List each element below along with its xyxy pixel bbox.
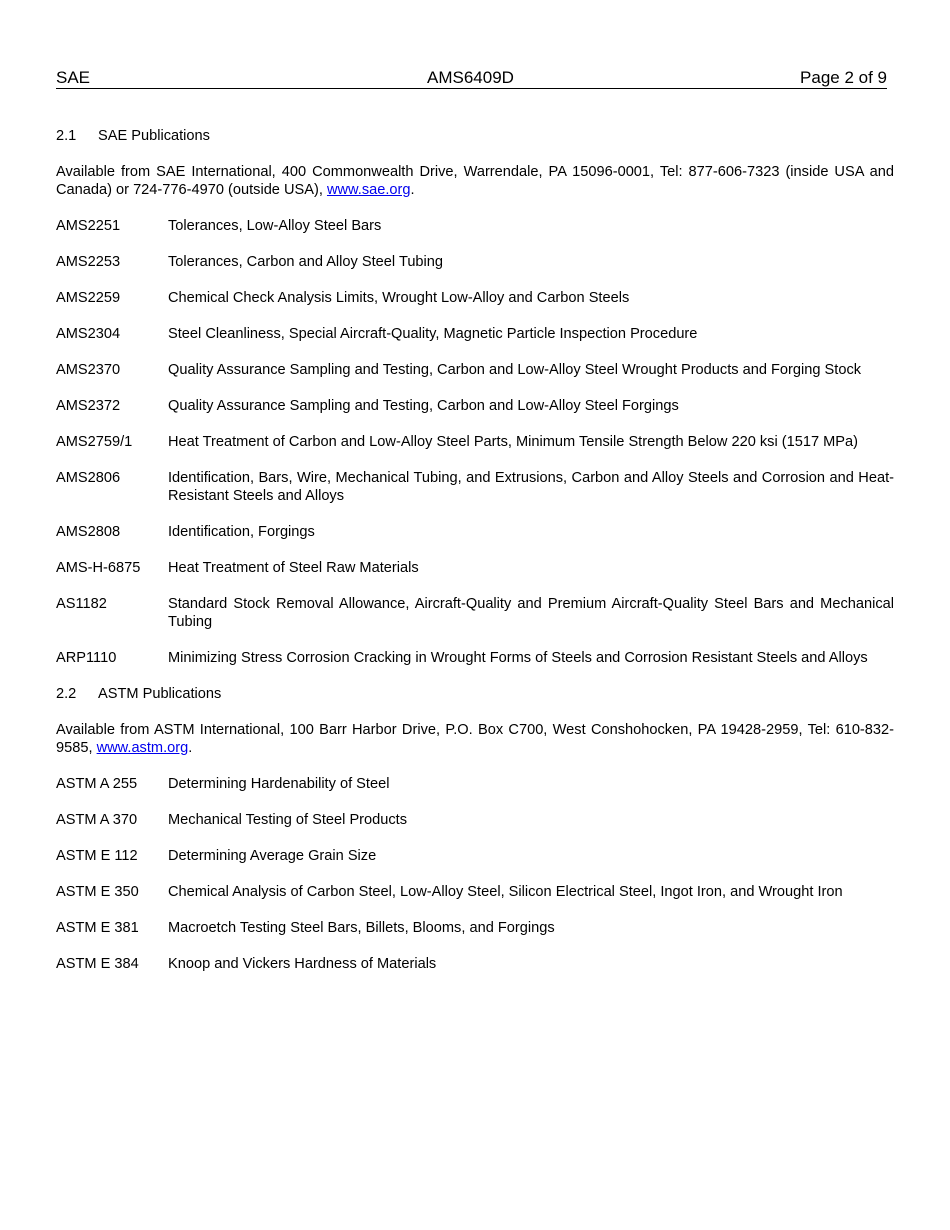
reference-code: AMS2304 xyxy=(56,326,121,342)
reference-code: ASTM E 384 xyxy=(56,956,139,972)
reference-title: Chemical Analysis of Carbon Steel, Low-Alloy Steel, Silicon Electrical Steel, Ingot Iron, and Wrought Iron xyxy=(168,884,843,900)
reference-item xyxy=(56,847,894,865)
reference-code: AMS2259 xyxy=(56,290,121,306)
reference-code: AMS2808 xyxy=(56,524,121,540)
reference-item xyxy=(56,361,894,379)
reference-title: Steel Cleanliness, Special Aircraft-Quality, Magnetic Particle Inspection Procedure xyxy=(168,326,698,342)
reference-item xyxy=(56,325,894,343)
reference-title: Standard Stock Removal Allowance, Aircraft-Quality and Premium Aircraft-Quality Steel Bars and Mechanical Tubing xyxy=(168,596,894,630)
header-document-number: AMS6409D xyxy=(427,68,514,87)
reference-item xyxy=(56,919,894,937)
reference-title: Chemical Check Analysis Limits, Wrought Low-Alloy and Carbon Steels xyxy=(168,290,630,306)
reference-item xyxy=(56,217,894,235)
astm-availability-paragraph xyxy=(56,721,894,757)
reference-item xyxy=(56,811,894,829)
reference-code: AMS-H-6875 xyxy=(56,560,141,576)
reference-item xyxy=(56,649,894,667)
reference-item xyxy=(56,559,894,577)
reference-code: AMS2806 xyxy=(56,470,121,486)
astm-website-link[interactable]: www.astm.org xyxy=(96,740,189,756)
reference-title: Identification, Forgings xyxy=(168,524,315,540)
reference-code: AMS2251 xyxy=(56,218,121,234)
reference-title: Quality Assurance Sampling and Testing, Carbon and Low-Alloy Steel Forgings xyxy=(168,398,679,414)
reference-title: Determining Hardenability of Steel xyxy=(168,776,390,792)
availability-text: Available from SAE International, 400 Commonwealth Drive, Warrendale, PA 15096-0001, Tel: 877-606-7323 (inside USA and Canada) or 724-776-4970 (outside USA), xyxy=(56,164,894,198)
reference-code: AMS2372 xyxy=(56,398,121,414)
reference-item xyxy=(56,433,894,451)
reference-title: Tolerances, Carbon and Alloy Steel Tubing xyxy=(168,254,444,270)
reference-code: ASTM E 350 xyxy=(56,884,139,900)
reference-code: AS1182 xyxy=(56,596,107,612)
sae-availability-paragraph xyxy=(56,163,894,199)
section-title: SAE Publications xyxy=(98,128,210,144)
header-page-number: Page 2 of 9 xyxy=(800,68,887,87)
availability-text: Available from ASTM International, 100 Barr Harbor Drive, P.O. Box C700, West Conshohocken, PA 19428-2959, Tel: 610-832-9585, xyxy=(56,722,894,756)
header-organization: SAE xyxy=(56,68,91,87)
reference-title: Tolerances, Low-Alloy Steel Bars xyxy=(168,218,382,234)
reference-item xyxy=(56,397,894,415)
reference-title: Identification, Bars, Wire, Mechanical Tubing, and Extrusions, Carbon and Alloy Steels and Corrosion and Heat-Resistant Steels and Alloys xyxy=(168,470,894,504)
reference-code: ARP1110 xyxy=(56,650,117,666)
reference-title: Heat Treatment of Steel Raw Materials xyxy=(168,560,419,576)
reference-item xyxy=(56,253,894,271)
availability-text-end: . xyxy=(410,182,415,198)
section-number: 2.1 xyxy=(56,128,77,144)
reference-title: Minimizing Stress Corrosion Cracking in Wrought Forms of Steels and Corrosion Resistant Steels and Alloys xyxy=(168,650,868,666)
reference-item xyxy=(56,883,894,901)
reference-code: ASTM A 255 xyxy=(56,776,138,792)
reference-code: AMS2759/1 xyxy=(56,434,133,450)
reference-item xyxy=(56,595,894,631)
reference-item xyxy=(56,289,894,307)
reference-title: Heat Treatment of Carbon and Low-Alloy Steel Parts, Minimum Tensile Strength Below 220 ksi (1517 MPa) xyxy=(168,434,859,450)
reference-title: Quality Assurance Sampling and Testing, Carbon and Low-Alloy Steel Wrought Products and Forging Stock xyxy=(168,362,862,378)
reference-title: Knoop and Vickers Hardness of Materials xyxy=(168,956,437,972)
section-heading-astm xyxy=(56,685,894,703)
reference-item xyxy=(56,523,894,541)
section-heading-sae xyxy=(56,127,894,145)
reference-title: Macroetch Testing Steel Bars, Billets, Blooms, and Forgings xyxy=(168,920,555,936)
reference-code: ASTM A 370 xyxy=(56,812,138,828)
sae-website-link[interactable]: www.sae.org xyxy=(326,182,411,198)
reference-code: ASTM E 381 xyxy=(56,920,139,936)
document-body xyxy=(56,127,894,991)
reference-item xyxy=(56,469,894,505)
availability-text-end: . xyxy=(188,740,193,756)
reference-title: Determining Average Grain Size xyxy=(168,848,377,864)
reference-code: AMS2253 xyxy=(56,254,121,270)
reference-code: AMS2370 xyxy=(56,362,121,378)
reference-title: Mechanical Testing of Steel Products xyxy=(168,812,408,828)
section-number: 2.2 xyxy=(56,686,77,702)
page-header xyxy=(56,67,887,89)
reference-item xyxy=(56,955,894,973)
reference-code: ASTM E 112 xyxy=(56,848,138,864)
reference-item xyxy=(56,775,894,793)
section-title: ASTM Publications xyxy=(98,686,222,702)
